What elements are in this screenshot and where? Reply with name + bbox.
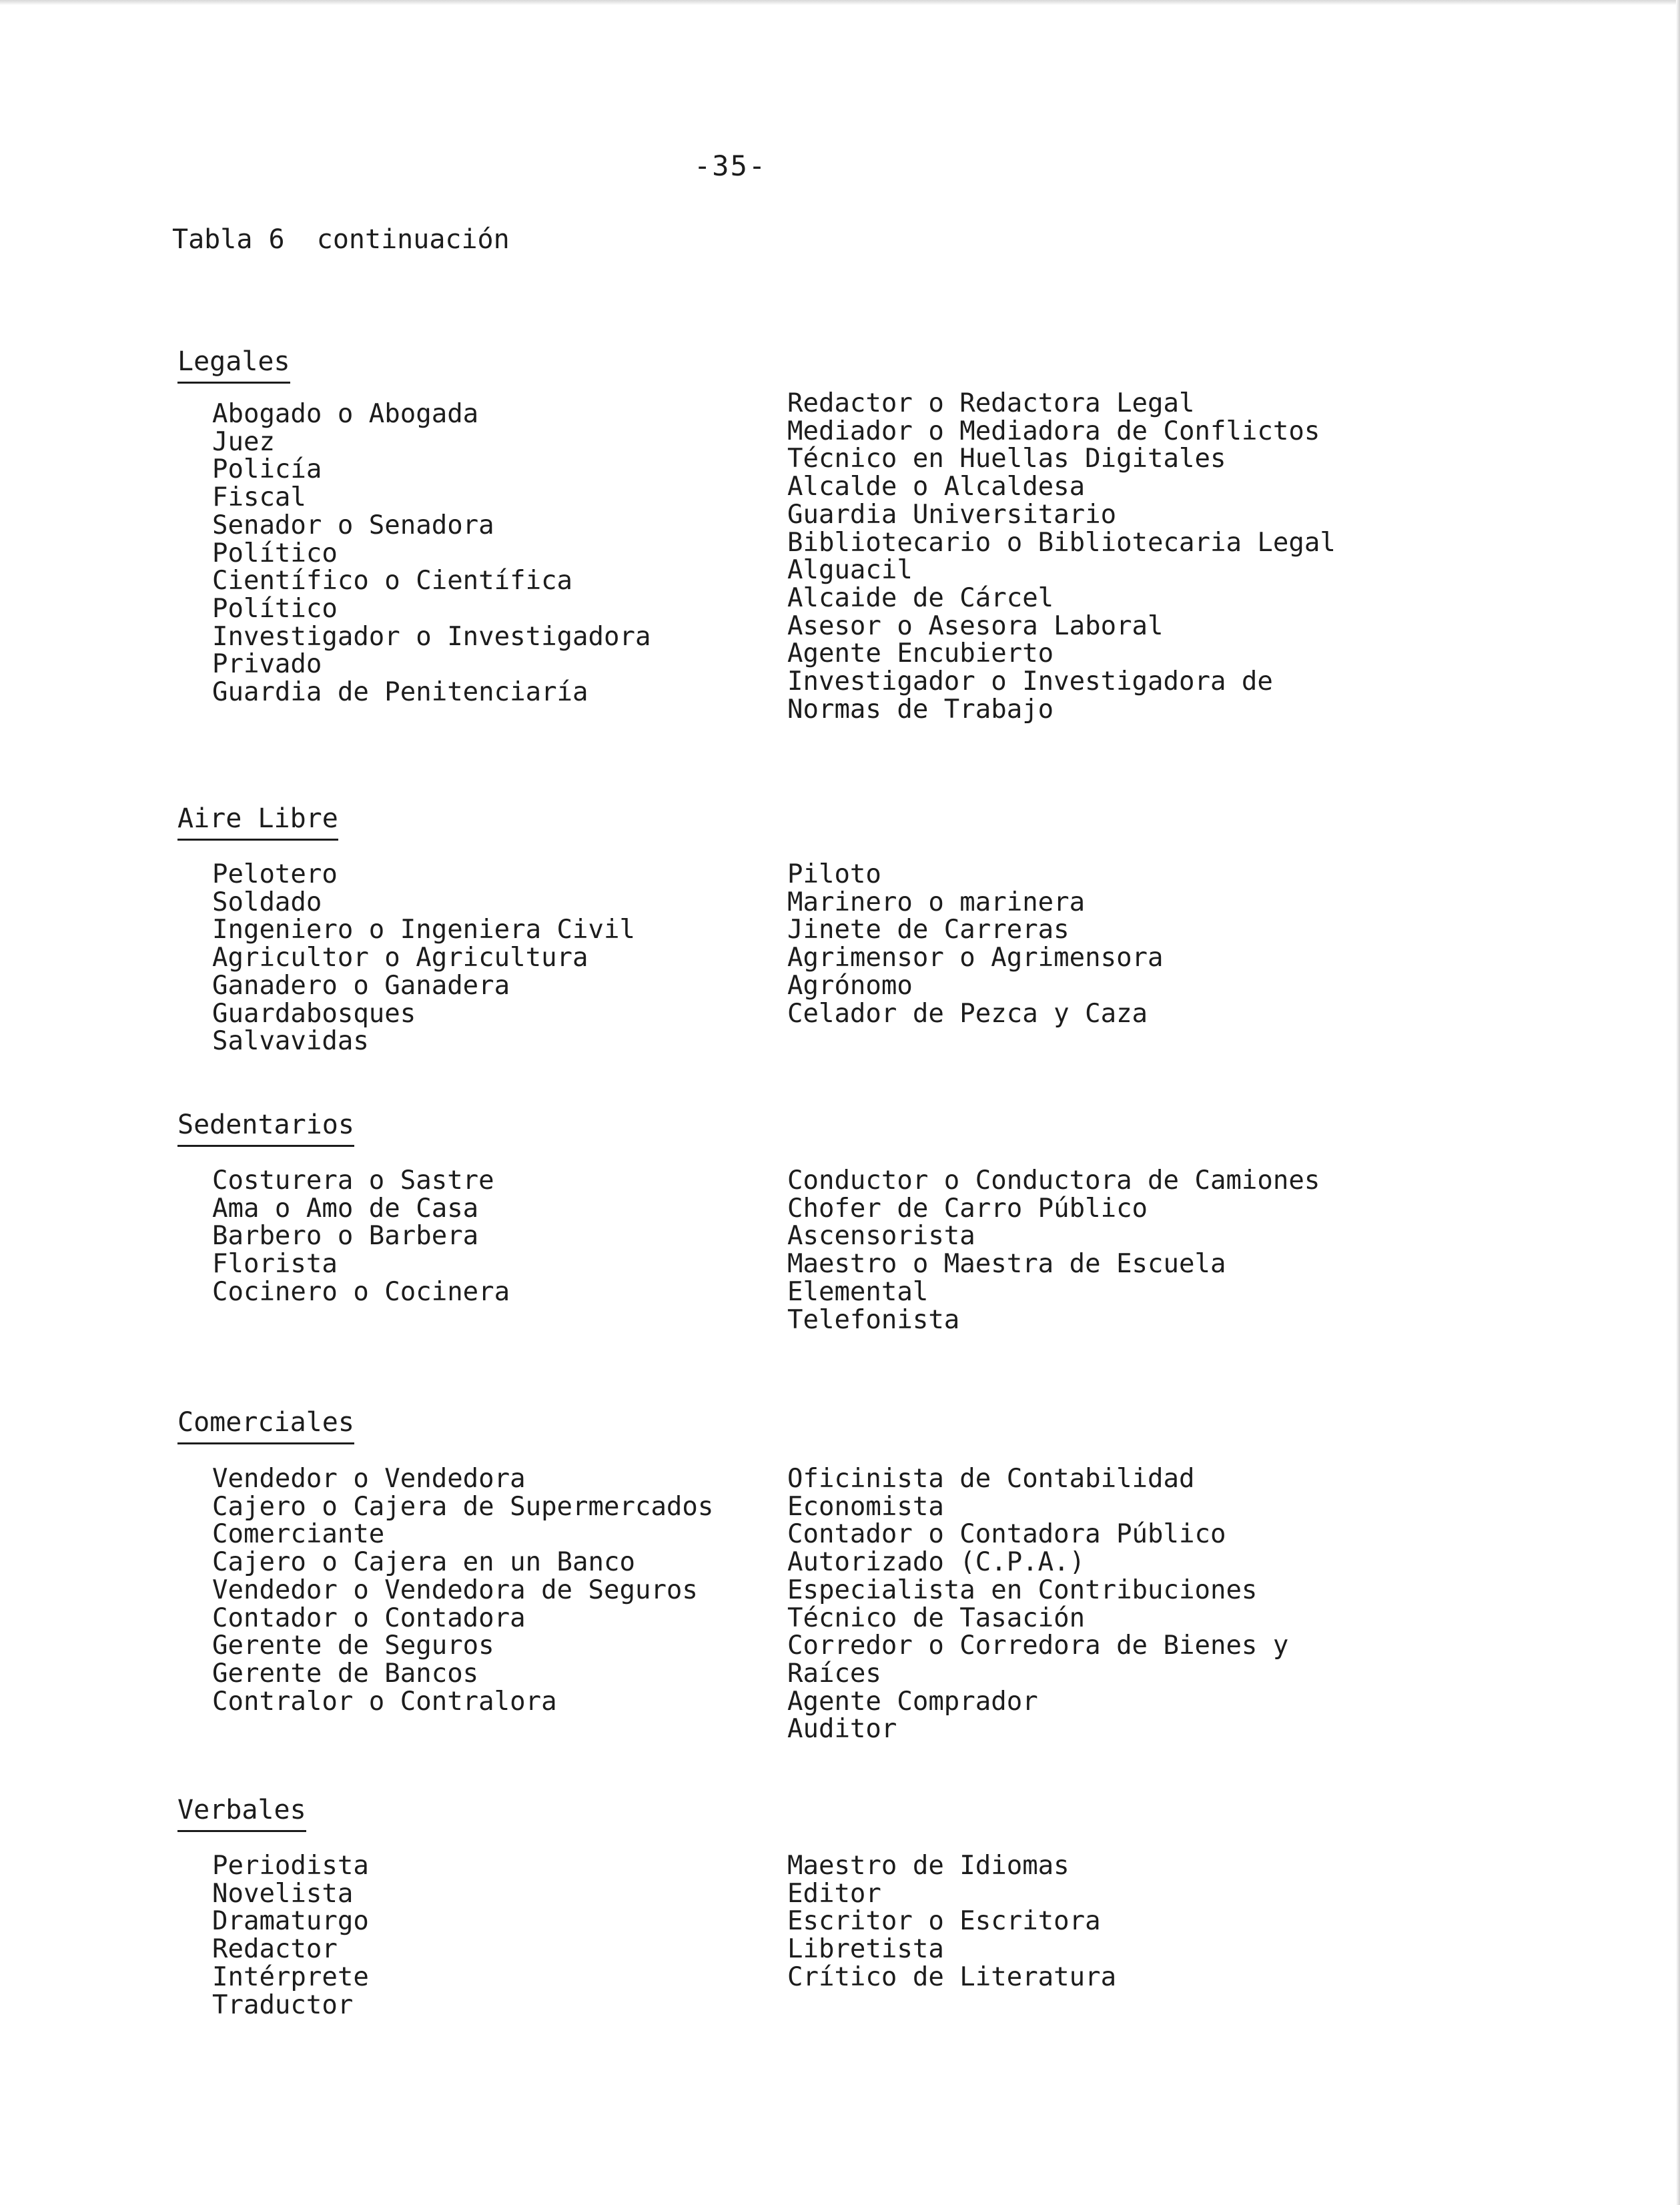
verbales-right-list <box>787 1852 1116 1992</box>
list-item: Editor <box>787 1878 881 1909</box>
list-item: Agente Encubierto <box>787 638 1054 669</box>
list-item: Investigador o Investigadora <box>212 621 651 652</box>
list-item: Costurera o Sastre <box>212 1166 494 1196</box>
list-item: Vendedor o Vendedora <box>212 1464 526 1494</box>
list-item: Florista <box>212 1249 338 1280</box>
list-item: Contralor o Contralora <box>212 1686 557 1717</box>
aire-libre-left-list <box>212 861 635 1055</box>
aire-libre-right-list <box>787 861 1164 1027</box>
list-item: Investigador o Investigadora de <box>787 667 1273 697</box>
page-top-edge <box>0 0 1680 5</box>
list-item: Chofer de Carro Público <box>787 1193 1148 1224</box>
list-item: Cajero o Cajera de Supermercados <box>212 1491 714 1522</box>
list-item: Político <box>212 538 338 568</box>
list-item: Pelotero <box>212 859 338 889</box>
list-item: Agrónomo <box>787 970 913 1001</box>
list-item: Barbero o Barbera <box>212 1221 479 1252</box>
list-item: Novelista <box>212 1878 354 1909</box>
list-item: Raíces <box>787 1658 881 1689</box>
list-item: Guardia Universitario <box>787 499 1117 530</box>
list-item: Jinete de Carreras <box>787 915 1070 945</box>
list-item: Soldado <box>212 887 322 917</box>
page-right-edge <box>1676 0 1680 2205</box>
list-item: Libretista <box>787 1934 944 1965</box>
list-item: Escritor o Escritora <box>787 1906 1101 1937</box>
list-item: Gerente de Seguros <box>212 1631 494 1661</box>
list-item: Alcaide de Cárcel <box>787 582 1054 613</box>
section-heading-legales: Legales <box>177 346 290 384</box>
list-item: Elemental <box>787 1276 929 1307</box>
list-item: Redactor <box>212 1934 338 1965</box>
list-item: Vendedor o Vendedora de Seguros <box>212 1575 698 1605</box>
list-item: Privado <box>212 649 322 680</box>
list-item: Ganadero o Ganadera <box>212 970 510 1001</box>
list-item: Comerciante <box>212 1519 385 1550</box>
section-heading-comerciales: Comerciales <box>177 1406 354 1444</box>
list-item: Telefonista <box>787 1304 960 1335</box>
list-item: Maestro o Maestra de Escuela <box>787 1249 1226 1280</box>
list-item: Contador o Contadora Público <box>787 1519 1226 1550</box>
legales-left-list <box>212 400 651 707</box>
section-heading-sedentarios: Sedentarios <box>177 1109 354 1147</box>
list-item: Oficinista de Contabilidad <box>787 1464 1195 1494</box>
list-item: Contador o Contadora <box>212 1603 526 1633</box>
list-item: Dramaturgo <box>212 1906 369 1937</box>
sedentarios-right-list <box>787 1167 1320 1334</box>
list-item: Científico o Científica <box>212 566 573 596</box>
list-item: Normas de Trabajo <box>787 694 1054 725</box>
list-item: Marinero o marinera <box>787 887 1086 917</box>
list-item: Senador o Senadora <box>212 510 494 540</box>
list-item: Gerente de Bancos <box>212 1658 479 1689</box>
list-item: Auditor <box>787 1714 897 1745</box>
list-item: Piloto <box>787 859 881 889</box>
list-item: Fiscal <box>212 482 306 513</box>
comerciales-right-list <box>787 1465 1288 1743</box>
list-item: Crítico de Literatura <box>787 1961 1117 1992</box>
list-item: Salvavidas <box>212 1026 369 1057</box>
sedentarios-left-list <box>212 1167 510 1306</box>
list-item: Agente Comprador <box>787 1686 1038 1717</box>
list-item: Autorizado (C.P.A.) <box>787 1547 1086 1578</box>
list-item: Cajero o Cajera en un Banco <box>212 1547 635 1578</box>
list-item: Celador de Pezca y Caza <box>787 998 1148 1029</box>
verbales-left-list <box>212 1852 369 2019</box>
list-item: Traductor <box>212 1990 354 2020</box>
list-item: Conductor o Conductora de Camiones <box>787 1166 1320 1196</box>
list-item: Alcalde o Alcaldesa <box>787 472 1086 502</box>
list-item: Intérprete <box>212 1961 369 1992</box>
page-number: -35- <box>694 149 767 182</box>
list-item: Especialista en Contribuciones <box>787 1575 1258 1605</box>
list-item: Policía <box>212 454 322 485</box>
list-item: Político <box>212 593 338 624</box>
list-item: Abogado o Abogada <box>212 399 479 429</box>
list-item: Guardabosques <box>212 998 416 1029</box>
list-item: Ingeniero o Ingeniera Civil <box>212 915 635 945</box>
list-item: Agrimensor o Agrimensora <box>787 943 1164 973</box>
table-caption: Tabla 6 continuación <box>172 224 510 255</box>
list-item: Mediador o Mediadora de Conflictos <box>787 416 1320 446</box>
section-heading-aire-libre: Aire Libre <box>177 803 338 841</box>
list-item: Corredor o Corredora de Bienes y <box>787 1631 1289 1661</box>
list-item: Cocinero o Cocinera <box>212 1276 510 1307</box>
list-item: Ascensorista <box>787 1221 975 1252</box>
list-item: Juez <box>212 426 275 457</box>
section-heading-verbales: Verbales <box>177 1794 306 1832</box>
list-item: Economista <box>787 1491 944 1522</box>
list-item: Asesor o Asesora Laboral <box>787 610 1164 641</box>
list-item: Técnico en Huellas Digitales <box>787 444 1226 474</box>
comerciales-left-list <box>212 1465 713 1715</box>
legales-right-list <box>787 390 1336 723</box>
list-item: Bibliotecario o Bibliotecaria Legal <box>787 527 1336 558</box>
list-item: Agricultor o Agricultura <box>212 943 588 973</box>
list-item: Redactor o Redactora Legal <box>787 388 1195 418</box>
list-item: Guardia de Penitenciaría <box>212 677 588 708</box>
list-item: Alguacil <box>787 555 913 586</box>
list-item: Ama o Amo de Casa <box>212 1193 479 1224</box>
list-item: Periodista <box>212 1851 369 1881</box>
list-item: Técnico de Tasación <box>787 1603 1086 1633</box>
list-item: Maestro de Idiomas <box>787 1851 1070 1881</box>
